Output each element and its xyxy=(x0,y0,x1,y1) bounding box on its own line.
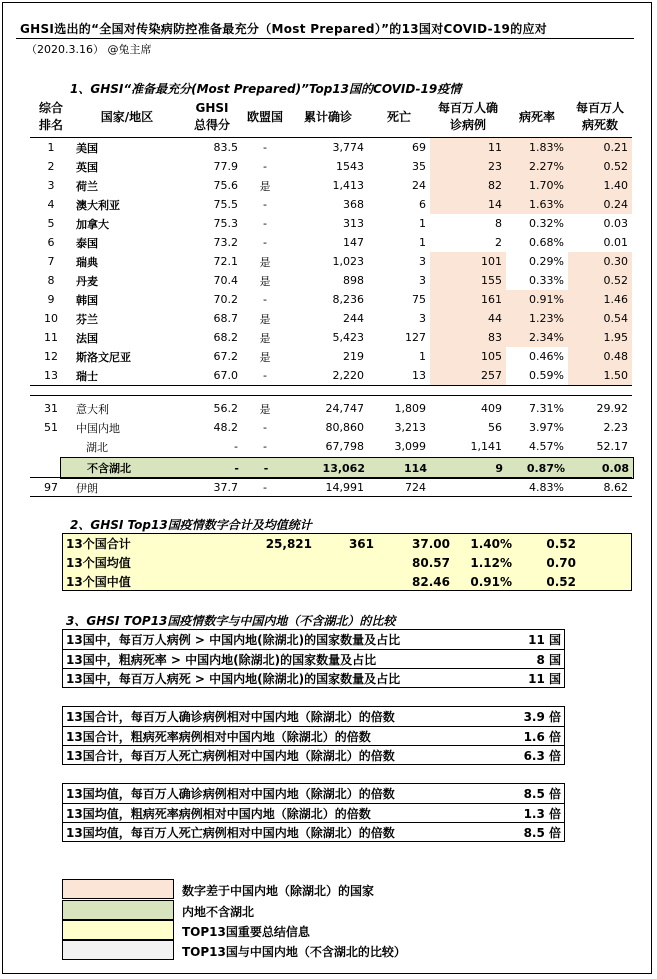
country-header: 国家/地区 xyxy=(100,109,154,124)
cell-cases: 3,774 xyxy=(332,141,364,154)
comparison-value: 8.5 倍 xyxy=(523,787,561,801)
cell-deaths-pm: 0.21 xyxy=(568,138,632,157)
table-row xyxy=(30,176,632,195)
cell-cfr: 2.34% xyxy=(506,328,568,347)
comparison-label: 13国中，粗病死率 > 中国内地(除湖北)的国家数量及占比 xyxy=(66,652,377,667)
cell-cases-pm: 11 xyxy=(430,138,506,157)
legend-label: 数字差于中国内地（除湖北）的国家 xyxy=(182,884,375,898)
cell-country: 法国 xyxy=(76,331,98,345)
page-subtitle: （2020.3.16） @兔主席 xyxy=(26,43,152,56)
table-header xyxy=(30,97,632,137)
cell-deaths: 127 xyxy=(405,331,426,344)
cell-cfr: 0.32% xyxy=(529,217,564,230)
cell-eu: - xyxy=(263,421,267,434)
cell-deaths-pm: 1.50 xyxy=(568,366,632,385)
comparison-label: 13国合计，每百万人确诊病例相对中国内地（除湖北）的倍数 xyxy=(66,710,395,724)
cell-deaths-pm: 0.01 xyxy=(603,236,628,249)
summary-cell-deaths-pm: 0.52 xyxy=(546,574,576,589)
cell-country: 韩国 xyxy=(76,293,98,307)
cell-deaths-pm: 1.40 xyxy=(568,176,632,195)
cell-ghsi: 83.5 xyxy=(213,141,238,154)
cell-country: 瑞典 xyxy=(76,255,98,269)
cell-cases-pm: 56 xyxy=(488,421,502,434)
comparison-value: 11 国 xyxy=(528,671,561,686)
comparison-label: 13国均值，粗病死率病例相对中国内地（除湖北）的倍数 xyxy=(66,806,371,821)
legend-swatch xyxy=(62,940,174,960)
table-row xyxy=(30,418,632,437)
summary-cell-deaths-pm: 0.70 xyxy=(546,555,576,570)
cell-cases-pm: 1,141 xyxy=(470,440,502,453)
cell-deaths: 6 xyxy=(419,198,426,211)
cell-deaths-pm: 29.92 xyxy=(596,402,628,415)
summary-cell-cfr: 1.12% xyxy=(470,555,512,570)
summary-cell-deaths xyxy=(316,572,378,591)
top13-divider xyxy=(30,385,632,386)
cases-per-million-header: 每百万人确 诊病例 xyxy=(437,101,498,132)
cell-deaths-pm: 52.17 xyxy=(596,440,628,453)
cell-cases-pm: 9 xyxy=(495,461,503,475)
cell-eu: 是 xyxy=(259,312,271,326)
iran-top-divider xyxy=(30,477,632,478)
cell-cfr: 4.57% xyxy=(529,440,564,453)
cell-rank xyxy=(30,437,72,456)
cell-country: 泰国 xyxy=(76,236,98,250)
cell-cfr: 2.27% xyxy=(506,157,568,176)
cell-ghsi: 77.9 xyxy=(213,160,238,173)
summary-row xyxy=(62,553,632,572)
cell-country: 不含湖北 xyxy=(87,462,131,475)
cell-ghsi: 67.2 xyxy=(213,350,238,363)
cell-cases-pm: 82 xyxy=(430,176,506,195)
cell-rank: 11 xyxy=(44,331,58,344)
cell-rank: 10 xyxy=(44,312,58,325)
deaths-per-million-header: 每百万人 病死数 xyxy=(575,101,624,132)
table-row xyxy=(30,347,632,366)
comparison-value: 6.3 倍 xyxy=(523,748,561,763)
cell-cases-pm: 105 xyxy=(430,347,506,366)
cell-deaths: 13 xyxy=(412,369,426,382)
cell-eu: - xyxy=(263,217,267,230)
cell-deaths: 1 xyxy=(419,217,426,230)
legend-swatch xyxy=(62,879,174,899)
excluding-hubei-row xyxy=(60,457,634,479)
legend-swatch xyxy=(62,920,174,940)
cell-deaths: 3,213 xyxy=(394,421,426,434)
cell-rank: 6 xyxy=(47,236,55,249)
cell-cases-pm: 23 xyxy=(430,157,506,176)
cell-cases: 1543 xyxy=(336,160,364,173)
table-row xyxy=(30,478,632,497)
comparison-value: 3.9 倍 xyxy=(523,710,561,724)
cell-eu: 是 xyxy=(259,274,271,288)
cell-cases: 14,991 xyxy=(325,481,364,494)
cell-rank: 1 xyxy=(47,141,55,154)
table-row xyxy=(30,309,632,328)
cell-eu: - xyxy=(263,481,267,494)
cell-ghsi: 56.2 xyxy=(213,402,238,415)
summary-cell-cases xyxy=(226,572,316,591)
cell-eu: - xyxy=(263,198,267,211)
cell-cfr: 1.63% xyxy=(506,195,568,214)
cell-country: 美国 xyxy=(76,141,98,155)
cell-deaths-pm: 0.48 xyxy=(568,347,632,366)
summary-cell-cases-pm: 37.00 xyxy=(412,536,450,551)
summary-cell-cases xyxy=(226,553,316,572)
comparison-label: 13国合计，粗病死率病例相对中国内地（除湖北）的倍数 xyxy=(66,729,371,744)
comparison-row xyxy=(62,803,565,822)
comparison-label: 13国中，每百万人病例 > 中国内地(除湖北)的国家数量及占比 xyxy=(66,633,401,647)
cell-cases-pm: 155 xyxy=(430,271,506,290)
cell-cfr: 7.31% xyxy=(529,402,564,415)
cell-cfr: 3.97% xyxy=(529,421,564,434)
cell-eu: 是 xyxy=(259,255,271,269)
comparison-row xyxy=(62,649,565,668)
section2-title: 2、GHSI Top13国疫情数字合计及均值统计 xyxy=(70,518,312,532)
comparison-label: 13国均值，每百万人死亡病例相对中国内地（除湖北）的倍数 xyxy=(66,825,395,840)
cell-deaths-pm: 0.03 xyxy=(603,217,628,230)
comparison-label: 13国中，每百万人病死 > 中国内地(除湖北)的国家数量及占比 xyxy=(66,671,401,686)
cell-cases-pm: 161 xyxy=(430,290,506,309)
table-row xyxy=(30,328,632,347)
cell-deaths: 114 xyxy=(404,461,427,475)
cell-ghsi: 75.6 xyxy=(213,179,238,192)
summary-cell-cases: 25,821 xyxy=(265,536,312,551)
cell-eu: - xyxy=(263,461,269,475)
cell-ghsi: 48.2 xyxy=(213,421,238,434)
summary-cell-cfr: 1.40% xyxy=(470,536,512,551)
comparison-row xyxy=(62,707,565,726)
cell-cases: 313 xyxy=(343,217,364,230)
cell-cases-pm: 44 xyxy=(430,309,506,328)
cell-country: 瑞士 xyxy=(76,369,98,383)
cell-rank: 13 xyxy=(44,369,58,382)
cell-deaths-pm: 1.95 xyxy=(568,328,632,347)
cell-deaths: 35 xyxy=(412,160,426,173)
cell-ghsi: 72.1 xyxy=(213,255,238,268)
table-row xyxy=(30,399,632,418)
comparison-row xyxy=(62,745,565,764)
section1-title: 1、GHSI“准备最充分(Most Prepared)”Top13国的COVID-19疫情 xyxy=(70,82,462,96)
comparison-row xyxy=(62,822,565,841)
cell-country: 芬兰 xyxy=(76,312,98,326)
cell-ghsi: 75.5 xyxy=(213,198,238,211)
comparison-label: 13国合计，每百万人死亡病例相对中国内地（除湖北）的倍数 xyxy=(66,748,395,763)
cell-ghsi: 70.2 xyxy=(213,293,238,306)
cell-cases-pm: 2 xyxy=(495,236,502,249)
page-title: GHSI选出的“全国对传染病防控准备最充分（Most Prepared）”的13国对COVID-19的应对 xyxy=(20,22,548,36)
cell-cases-pm: 257 xyxy=(430,366,506,385)
cell-cfr: 4.83% xyxy=(529,481,564,494)
cell-country: 斯洛文尼亚 xyxy=(76,350,131,364)
cell-deaths-pm: 2.23 xyxy=(603,421,628,434)
cell-eu: - xyxy=(263,160,267,173)
cell-cfr: 0.46% xyxy=(529,350,564,363)
cell-country: 中国内地 xyxy=(76,421,120,435)
cell-country: 湖北 xyxy=(86,440,108,454)
comparison-row xyxy=(62,630,565,649)
cell-deaths: 1,809 xyxy=(394,402,426,415)
cell-cases: 80,860 xyxy=(325,421,364,434)
cell-ghsi: 68.2 xyxy=(213,331,238,344)
cell-cfr: 1.83% xyxy=(506,138,568,157)
iran-bottom-divider xyxy=(30,496,632,497)
comparison-value: 11 国 xyxy=(528,633,561,647)
summary-cell-cases-pm: 82.46 xyxy=(412,574,450,589)
table-row xyxy=(30,195,632,214)
cell-deaths: 75 xyxy=(412,293,426,306)
cell-ghsi: 75.3 xyxy=(213,217,238,230)
cell-deaths-pm: 1.46 xyxy=(568,290,632,309)
cell-ghsi: - xyxy=(234,461,239,475)
table-row xyxy=(30,271,632,290)
table-row xyxy=(30,366,632,385)
comparison-value: 1.6 倍 xyxy=(523,729,561,744)
cell-deaths-pm: 0.54 xyxy=(568,309,632,328)
table-row xyxy=(30,252,632,271)
cell-rank: 9 xyxy=(47,293,55,306)
comparison-value: 8.5 倍 xyxy=(523,825,561,840)
table-row xyxy=(30,138,632,157)
comparison-row xyxy=(62,784,565,803)
cell-ghsi: 68.7 xyxy=(213,312,238,325)
summary-cell-label: 13个国合计 xyxy=(66,537,131,551)
rank-header: 综合 排名 xyxy=(38,101,63,132)
cell-cases-pm: 14 xyxy=(430,195,506,214)
cell-ghsi: 73.2 xyxy=(213,236,238,249)
table-row xyxy=(30,290,632,309)
cell-cfr: 1.23% xyxy=(506,309,568,328)
cell-cases: 368 xyxy=(343,198,364,211)
legend-label: TOP13国重要总结信息 xyxy=(182,925,310,939)
summary-cell-cases-pm: 80.57 xyxy=(412,555,450,570)
cell-cases-pm: 409 xyxy=(481,402,502,415)
cell-eu: - xyxy=(263,141,267,154)
cell-cfr: 0.91% xyxy=(506,290,568,309)
cell-country: 英国 xyxy=(76,160,98,174)
cell-eu: - xyxy=(263,369,267,382)
cell-ghsi: 37.7 xyxy=(213,481,238,494)
cell-rank: 4 xyxy=(47,198,55,211)
cell-rank: 2 xyxy=(47,160,55,173)
cell-rank: 31 xyxy=(44,402,58,415)
cell-deaths: 3 xyxy=(419,255,426,268)
cell-rank: 12 xyxy=(44,350,58,363)
cell-cfr: 0.33% xyxy=(529,274,564,287)
legend-swatch xyxy=(62,900,174,920)
cell-eu: - xyxy=(263,236,267,249)
cell-rank: 51 xyxy=(44,421,58,434)
cell-country: 澳大利亚 xyxy=(76,198,120,212)
cell-deaths: 724 xyxy=(405,481,426,494)
summary-cell-deaths-pm: 0.52 xyxy=(546,536,576,551)
cell-cfr: 0.29% xyxy=(529,255,564,268)
cell-cases: 2,220 xyxy=(332,369,364,382)
table-row xyxy=(30,437,632,456)
cell-eu: - xyxy=(263,440,267,453)
comparison-row xyxy=(62,668,565,687)
comparison-label: 13国均值，每百万人确诊病例相对中国内地（除湖北）的倍数 xyxy=(66,787,395,801)
cell-cases: 244 xyxy=(343,312,364,325)
cell-cases: 147 xyxy=(343,236,364,249)
comparison-value: 1.3 倍 xyxy=(523,806,561,821)
cell-deaths: 3,099 xyxy=(394,440,426,453)
cell-deaths: 24 xyxy=(412,179,426,192)
cell-rank: 5 xyxy=(47,217,55,230)
cell-rank xyxy=(61,458,73,478)
legend-label: TOP13国与中国内地（不含湖北的比较） xyxy=(182,945,406,959)
cell-cases: 219 xyxy=(343,350,364,363)
cell-eu: 是 xyxy=(259,402,271,416)
summary-row xyxy=(62,534,632,553)
cell-cases: 24,747 xyxy=(325,402,364,415)
comparison-row xyxy=(62,726,565,745)
cell-rank: 97 xyxy=(44,481,58,494)
cell-deaths-pm: 8.62 xyxy=(603,481,628,494)
cell-cases-pm: 101 xyxy=(430,252,506,271)
summary-cell-deaths: 361 xyxy=(348,536,374,551)
cell-rank: 3 xyxy=(47,179,55,192)
cell-rank: 8 xyxy=(47,274,55,287)
cell-deaths-pm: 0.52 xyxy=(568,271,632,290)
cell-cases-pm xyxy=(430,478,506,497)
table-row xyxy=(30,157,632,176)
cell-deaths-pm: 0.08 xyxy=(601,461,629,475)
cell-eu: - xyxy=(263,293,267,306)
cell-ghsi: 70.4 xyxy=(213,274,238,287)
cases-header: 累计确诊 xyxy=(303,109,352,124)
cell-country: 加拿大 xyxy=(76,217,109,231)
cell-rank: 7 xyxy=(47,255,55,268)
cell-cases-pm: 8 xyxy=(495,217,502,230)
cell-cases: 13,062 xyxy=(322,461,365,475)
cell-deaths: 1 xyxy=(419,236,426,249)
summary-cell-label: 13个国中值 xyxy=(66,575,131,589)
cell-deaths-pm: 0.52 xyxy=(568,157,632,176)
table-row xyxy=(30,233,632,252)
eu-header: 欧盟国 xyxy=(246,109,283,124)
cell-deaths: 3 xyxy=(419,274,426,287)
summary-cell-deaths xyxy=(316,553,378,572)
cell-cfr: 0.87% xyxy=(526,461,565,475)
cell-deaths-pm: 0.24 xyxy=(568,195,632,214)
cell-cases: 5,423 xyxy=(332,331,364,344)
title-divider xyxy=(16,38,634,39)
section3-title: 3、GHSI TOP13国疫情数字与中国内地（不含湖北）的比较 xyxy=(66,614,396,628)
cell-deaths: 69 xyxy=(412,141,426,154)
cell-ghsi: 67.0 xyxy=(213,369,238,382)
deaths-header: 死亡 xyxy=(386,109,411,124)
cell-cases: 67,798 xyxy=(325,440,364,453)
cell-cfr: 0.59% xyxy=(529,369,564,382)
cell-cases: 898 xyxy=(343,274,364,287)
cell-deaths-pm: 0.30 xyxy=(568,252,632,271)
cell-eu: 是 xyxy=(259,179,271,193)
cell-deaths: 1 xyxy=(419,350,426,363)
cfr-header: 病死率 xyxy=(518,109,555,124)
summary-cell-cfr: 0.91% xyxy=(470,574,512,589)
cell-country: 丹麦 xyxy=(76,274,98,288)
cell-cases: 1,413 xyxy=(332,179,364,192)
cell-eu: 是 xyxy=(259,350,271,364)
summary-cell-label: 13个国均值 xyxy=(66,556,131,570)
table-row xyxy=(30,214,632,233)
cell-country: 荷兰 xyxy=(76,179,98,193)
top13-bottom-divider xyxy=(30,395,632,396)
legend-label: 内地不含湖北 xyxy=(182,905,255,919)
cell-country: 伊朗 xyxy=(76,481,98,495)
cell-deaths: 3 xyxy=(419,312,426,325)
cell-cases-pm: 83 xyxy=(430,328,506,347)
cell-ghsi: - xyxy=(234,440,238,453)
cell-country: 意大利 xyxy=(76,402,109,416)
summary-row xyxy=(62,572,632,591)
cell-eu: 是 xyxy=(259,331,271,345)
cell-cases: 1,023 xyxy=(332,255,364,268)
cell-cases: 8,236 xyxy=(332,293,364,306)
cell-cfr: 0.68% xyxy=(529,236,564,249)
comparison-value: 8 国 xyxy=(536,652,561,667)
ghsi-header: GHSI 总得分 xyxy=(193,101,230,132)
cell-cfr: 1.70% xyxy=(506,176,568,195)
